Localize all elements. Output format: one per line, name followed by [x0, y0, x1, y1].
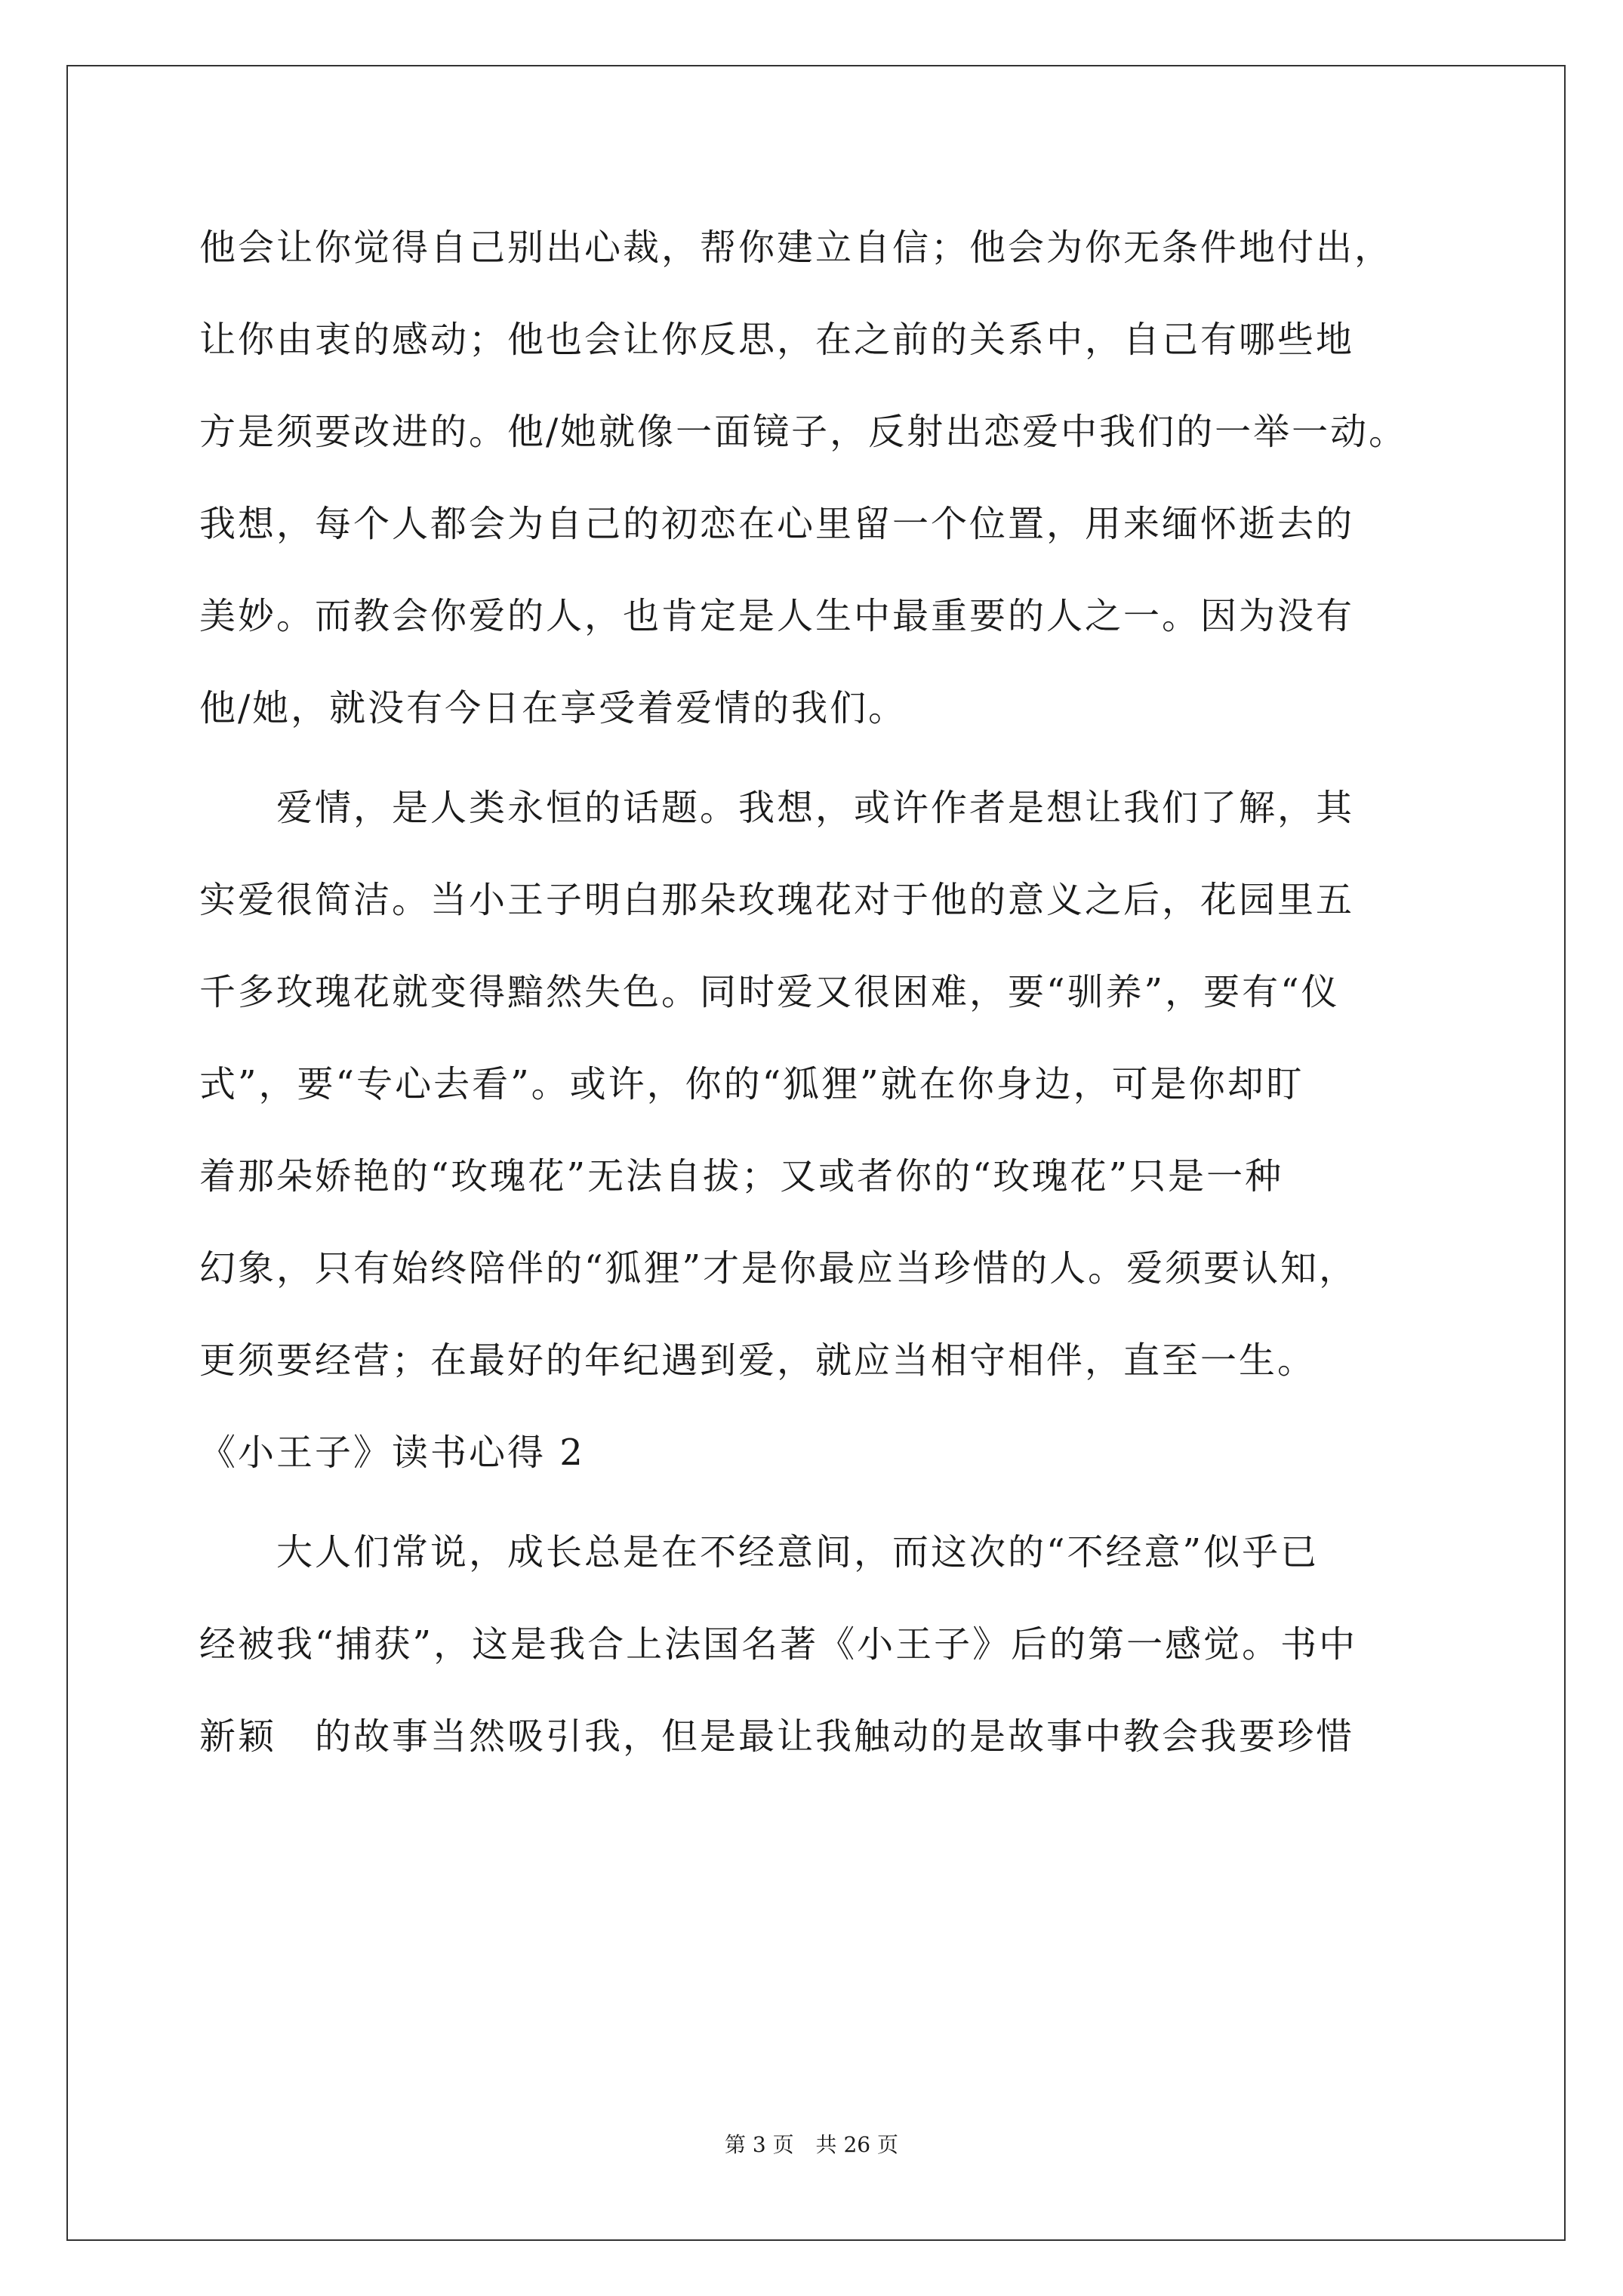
page-footer	[0, 2131, 1623, 2159]
text-line: 他/她，就没有今日在享受着爱情的我们。	[199, 687, 907, 729]
text-line: 着那朵娇艳的“玫瑰花”无法自拔；又或者你的“玫瑰花”只是一种	[199, 1155, 1284, 1197]
text-line: 实爱很简洁。当小王子明白那朵玫瑰花对于他的意义之后，花园里五	[199, 879, 1355, 921]
text-line: 大人们常说，成长总是在不经意间，而这次的“不经意”似乎已	[199, 1531, 1320, 1573]
text-line: 爱情，是人类永恒的话题。我想，或许作者是想让我们了解，其	[199, 787, 1355, 829]
text-line: 经被我“捕获”，这是我合上法国名著《小王子》后的第一感觉。书中	[199, 1623, 1358, 1666]
text-line: 美妙。而教会你爱的人，也肯定是人生中最重要的人之一。因为没有	[199, 595, 1355, 637]
text-line: 千多玫瑰花就变得黯然失色。同时爱又很困难，要“驯养”，要有“仪	[199, 971, 1340, 1013]
page-total: 共 26 页	[815, 2132, 898, 2157]
text-line: 让你由衷的感动；他也会让你反思，在之前的关系中，自己有哪些地	[199, 319, 1355, 361]
text-line: 方是须要改进的。他/她就像一面镜子，反射出恋爱中我们的一举一动。	[199, 411, 1408, 453]
section-heading: 《小王子》读书心得 2	[199, 1432, 585, 1474]
page-number: 第 3 页	[725, 2132, 794, 2157]
text-line: 他会让你觉得自己别出心裁，帮你建立自信；他会为你无条件地付出，	[199, 227, 1394, 269]
text-line: 式”，要“专心去看”。或许，你的“狐狸”就在你身边，可是你却盯	[199, 1063, 1304, 1105]
text-line: 我想，每个人都会为自己的初恋在心里留一个位置，用来缅怀逝去的	[199, 503, 1355, 545]
text-line: 幻象，只有始终陪伴的“狐狸”才是你最应当珍惜的人。爱须要认知，	[199, 1247, 1358, 1290]
text-line: 新颖 的故事当然吸引我，但是最让我触动的是故事中教会我要珍惜	[199, 1715, 1355, 1758]
page-border	[66, 65, 1566, 2241]
text-line: 更须要经营；在最好的年纪遇到爱，就应当相守相伴，直至一生。	[199, 1339, 1317, 1382]
